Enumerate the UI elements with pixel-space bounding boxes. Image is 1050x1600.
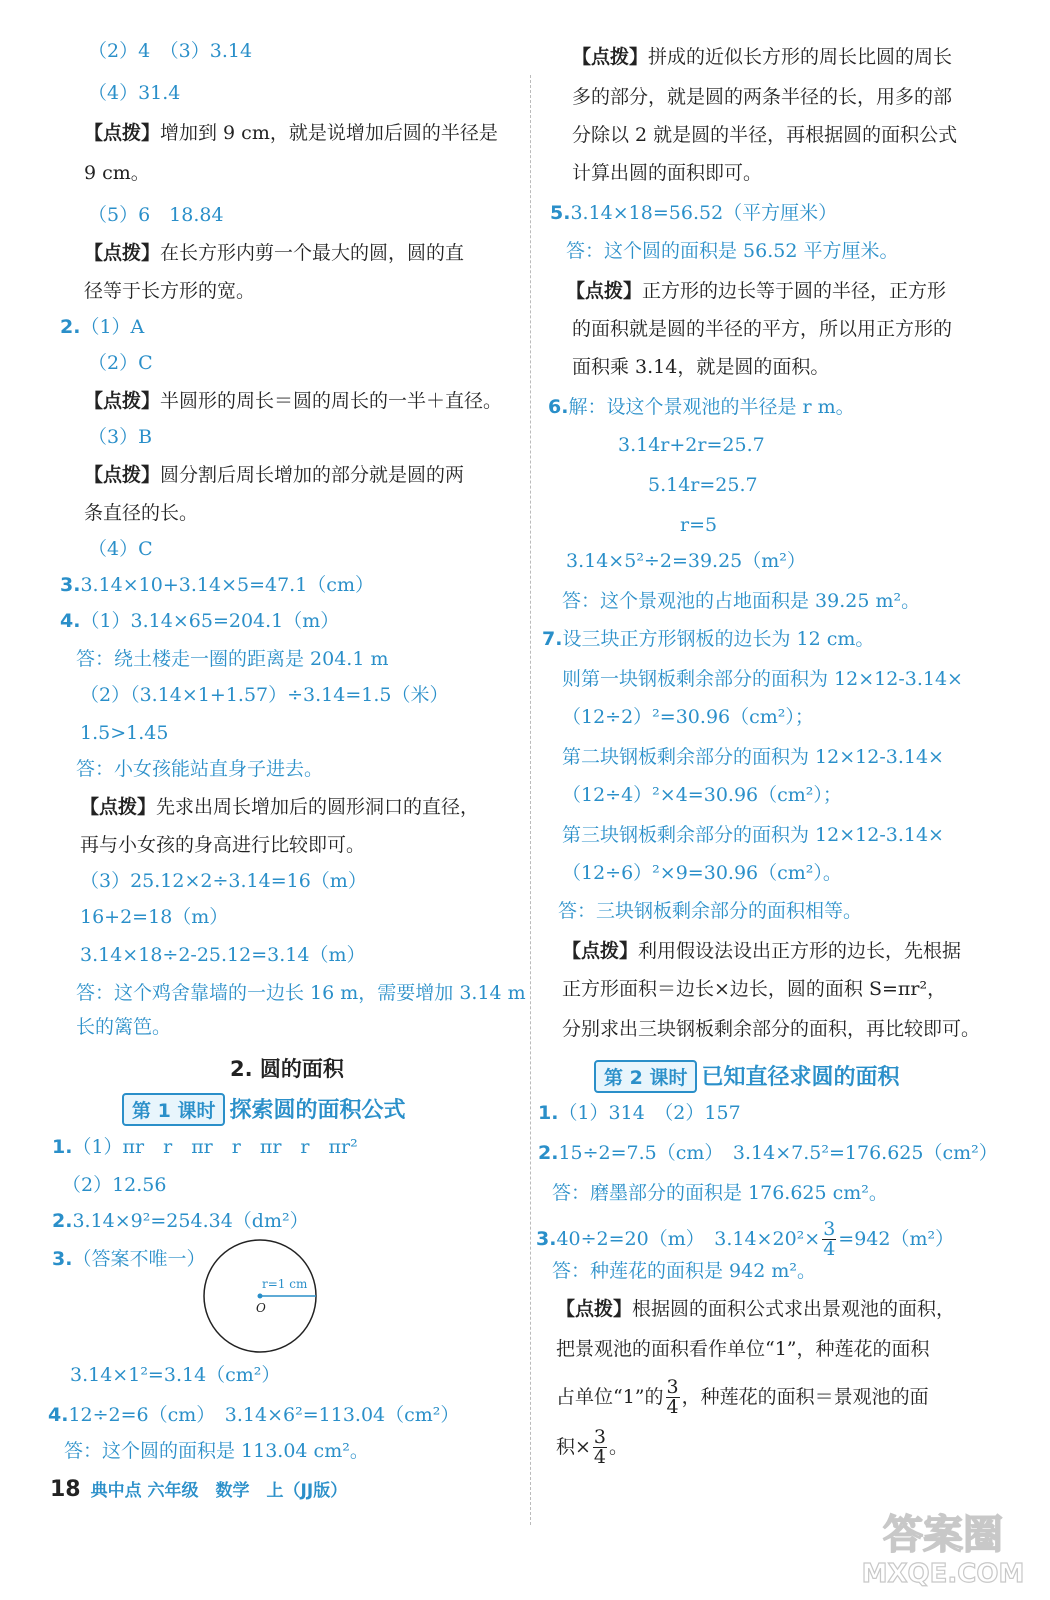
text-line [60, 316, 144, 339]
lesson-1-name: 探索圆的面积公式 [229, 1098, 406, 1123]
tip-label: 【点拨】 [572, 46, 649, 68]
line-text: 3.14×1²=3.14（cm²） [70, 1364, 281, 1386]
line-text: （1）πr r πr r πr r πr² [72, 1136, 358, 1158]
text-line [80, 944, 365, 967]
text-line [76, 758, 323, 781]
line-text: 圆分割后周长增加的部分就是圆的两 [160, 464, 465, 486]
line-text: 3.14×10+3.14×5=47.1（cm） [80, 574, 374, 596]
line-text: 答：三块钢板剩余部分的面积相等。 [558, 900, 863, 922]
tip-line [84, 390, 502, 413]
line-text: 把景观池的面积看作单位“1”，种莲花的面积 [556, 1338, 930, 1360]
line-text: （4）31.4 [88, 82, 181, 104]
text-line [572, 356, 829, 379]
text-line [572, 86, 952, 109]
line-text: 1.5>1.45 [80, 722, 169, 744]
line-text: 正方形的边长等于圆的半径，正方形 [642, 280, 947, 302]
line-text: r=5 [680, 514, 718, 536]
question-number: 5. [550, 202, 571, 224]
line-text: 半圆形的周长＝圆的周长的一半＋直径。 [160, 390, 503, 412]
text-line [88, 352, 153, 375]
text-line [562, 862, 842, 885]
text-line [76, 648, 389, 671]
text-line [88, 82, 180, 105]
line-text: 解：设这个景观池的半径是 r m。 [568, 396, 855, 418]
text-line [64, 1440, 369, 1463]
tip-label: 【点拨】 [556, 1298, 633, 1320]
text-line [52, 1136, 358, 1159]
fraction: $\frac{3}{4}$ [593, 1426, 607, 1468]
tip-label: 【点拨】 [84, 122, 161, 144]
question-number: 2. [52, 1210, 73, 1232]
line-text: （3）B [88, 426, 153, 448]
lesson-1-header [122, 1093, 405, 1126]
line-text: （2）4 （3）3.14 [88, 40, 253, 62]
line-text: 3.14×18=56.52（平方厘米） [570, 202, 838, 224]
text-line [48, 1404, 459, 1427]
text-line [80, 870, 367, 893]
lesson-2-badge: 第 2 课时 [594, 1060, 697, 1093]
text-line [62, 1174, 166, 1197]
line-text: 16+2=18（m） [80, 906, 229, 928]
tip-label: 【点拨】 [84, 242, 161, 264]
tip-label: 【点拨】 [562, 940, 639, 962]
text-line [618, 434, 765, 457]
line-text: 5.14r=25.7 [648, 474, 758, 496]
line-text: 径等于长方形的宽。 [84, 280, 256, 302]
line-text: 面积乘 3.14，就是圆的面积。 [572, 356, 830, 378]
line-text: 分别求出三块钢板剩余部分的面积，再比较即可。 [562, 1018, 981, 1040]
text-line [566, 550, 806, 573]
line-text: 答：绕土楼走一圈的距离是 204.1 m [76, 648, 389, 670]
text-line [88, 204, 224, 227]
line-text: 分除以 2 就是圆的半径，再根据圆的面积公式 [572, 124, 958, 146]
text-line [680, 514, 717, 537]
line-text: 多的部分，就是圆的两条半径的长，用多的部 [572, 86, 953, 108]
answer-3-line: 3.40÷2=20（m） 3.14×20²× $\frac{3}{4}$ =942（m²） [536, 1218, 955, 1260]
line-text: 设三块正方形钢板的边长为 12 cm。 [562, 628, 875, 650]
text-line [648, 474, 758, 497]
line-text: 答：这个鸡舍靠墙的一边长 16 m，需要增加 3.14 m [76, 982, 526, 1004]
text-line [88, 538, 153, 561]
line-text: 再与小女孩的身高进行比较即可。 [80, 834, 366, 856]
center-label: O [256, 1301, 266, 1315]
text-line [562, 746, 944, 769]
line-text: 在长方形内剪一个最大的圆，圆的直 [160, 242, 465, 264]
text-line [60, 574, 374, 597]
text-line [572, 162, 762, 185]
line-text: （1）A [80, 316, 145, 338]
tip-label: 【点拨】 [84, 464, 161, 486]
line-text: （答案不唯一） [72, 1248, 206, 1270]
tip-line-end: 积× $\frac{3}{4}$ 。 [556, 1426, 629, 1468]
line-text: 15÷2=7.5（cm） 3.14×7.5²=176.625（cm²） [558, 1142, 998, 1164]
tip-line [84, 242, 464, 265]
line-text: 的面积就是圆的半径的平方，所以用正方形的 [572, 318, 953, 340]
tip-label: 【点拨】 [80, 796, 157, 818]
line-text: 9 cm。 [84, 162, 150, 184]
lesson-2-header [594, 1060, 899, 1093]
question-number: 6. [548, 396, 569, 418]
text-line [76, 982, 526, 1005]
tip-label: 【点拨】 [566, 280, 643, 302]
text-line [562, 706, 814, 729]
line-text: （2）C [88, 352, 153, 374]
fraction: $\frac{3}{4}$ [666, 1376, 679, 1418]
line-text: 根据圆的面积公式求出景观池的面积， [632, 1298, 956, 1320]
line-text: 12÷2=6（cm） 3.14×6²=113.04（cm²） [68, 1404, 460, 1426]
line-text: 条直径的长。 [84, 502, 199, 524]
text-line [84, 162, 150, 185]
text-line [562, 824, 944, 847]
lesson-2-name: 已知直径求圆的面积 [701, 1065, 900, 1090]
lesson-1-badge: 第 1 课时 [122, 1093, 225, 1126]
tip-line [80, 796, 479, 819]
question-number: 4. [60, 610, 81, 632]
text-line [552, 1260, 816, 1283]
text-line [80, 906, 228, 929]
line-text: 答：这个景观池的占地面积是 39.25 m²。 [562, 590, 921, 612]
line-text: 长的篱笆。 [76, 1016, 172, 1038]
question-number: 7. [542, 628, 563, 650]
tip-line [556, 1298, 955, 1321]
question-number: 3. [60, 574, 81, 596]
tip-line-cont: 占单位“1”的 $\frac{3}{4}$ ，种莲花的面积＝景观池的面 [556, 1376, 929, 1418]
text-line [538, 1142, 998, 1165]
question-number: 3. [536, 1227, 557, 1250]
question-number: 1. [52, 1136, 73, 1158]
radius-label: r=1 cm [262, 1277, 308, 1291]
tip-line [572, 46, 952, 69]
column-divider [530, 75, 531, 1525]
tip-label: 【点拨】 [84, 390, 161, 412]
text-line [538, 1102, 741, 1125]
watermark-text: 答案圈 [883, 1512, 1003, 1558]
section-title: 2. 圆的面积 [230, 1057, 344, 1081]
question-number: 3. [52, 1248, 73, 1270]
text-line [542, 628, 874, 651]
text-line [80, 684, 449, 707]
text-line [566, 240, 898, 263]
page-number: 18 [50, 1477, 81, 1502]
text-line [562, 590, 920, 613]
line-text: 则第一块钢板剩余部分的面积为 12×12-3.14× [562, 668, 963, 690]
line-text: 计算出圆的面积即可。 [572, 162, 763, 184]
line-text: （2）（3.14×1+1.57）÷3.14=1.5（米） [80, 684, 449, 706]
line-text: （3）25.12×2÷3.14=16（m） [80, 870, 367, 892]
line-text: 增加到 9 cm，就是说增加后圆的半径是 [160, 122, 498, 144]
question-number: 1. [538, 1102, 559, 1124]
text-line [562, 784, 842, 807]
question-number: 2. [538, 1142, 559, 1164]
fraction: $\frac{3}{4}$ [823, 1218, 836, 1260]
text-line [80, 722, 168, 745]
text-line [88, 40, 252, 63]
line-text: （12÷4）²×4=30.96（cm²）； [562, 784, 842, 806]
text-line [88, 426, 152, 449]
text-line [52, 1210, 309, 1233]
text-line [52, 1248, 205, 1271]
watermark-url: MXQE.COM [861, 1559, 1025, 1589]
text-line [562, 668, 963, 691]
watermark-logo [848, 1500, 1038, 1590]
line-text: 正方形面积＝边长×边长，圆的面积 S=πr²， [562, 978, 947, 1000]
tip-line [566, 280, 946, 303]
line-text: （1）314 （2）157 [558, 1102, 741, 1124]
book-title: 典中点 六年级 数学 上（JJ版） [90, 1481, 348, 1501]
line-text: 答：种莲花的面积是 942 m²。 [552, 1260, 816, 1282]
text-line [76, 1016, 171, 1039]
line-text: 答：这个圆的面积是 56.52 平方厘米。 [566, 240, 899, 262]
line-text: 利用假设法设出正方形的边长，先根据 [638, 940, 962, 962]
text-line [556, 1338, 930, 1361]
line-text: （12÷6）²×9=30.96（cm²）。 [562, 862, 842, 884]
question-number: 2. [60, 316, 81, 338]
tip-line [84, 122, 498, 145]
line-text: 3.14×9²=254.34（dm²） [72, 1210, 309, 1232]
text-line [550, 202, 837, 225]
line-text: 第三块钢板剩余部分的面积为 12×12-3.14× [562, 824, 944, 846]
text-line [84, 280, 255, 303]
line-text: 答：小女孩能站直身子进去。 [76, 758, 324, 780]
line-text: 3.14r+2r=25.7 [618, 434, 765, 456]
circle-diagram [200, 1236, 320, 1356]
text-line [80, 834, 365, 857]
line-text: （2）12.56 [62, 1174, 167, 1196]
tip-line [562, 940, 961, 963]
line-text: （5）6 18.84 [88, 204, 224, 226]
line-text: （4）C [88, 538, 153, 560]
text-line [84, 502, 198, 525]
text-line [558, 900, 862, 923]
tip-line [84, 464, 464, 487]
text-line [70, 1364, 280, 1387]
text-line [562, 978, 946, 1001]
line-text: （1）3.14×65=204.1（m） [80, 610, 340, 632]
line-text: 拼成的近似长方形的周长比圆的周长 [648, 46, 953, 68]
line-text: 3.14×18÷2-25.12=3.14（m） [80, 944, 366, 966]
line-text: 3.14×5²÷2=39.25（m²） [566, 550, 806, 572]
text-line [572, 124, 957, 147]
line-text: （12÷2）²=30.96（cm²）； [562, 706, 814, 728]
text-line [60, 610, 339, 633]
question-number: 4. [48, 1404, 69, 1426]
text-line [552, 1182, 888, 1205]
line-text: 第二块钢板剩余部分的面积为 12×12-3.14× [562, 746, 944, 768]
text-line [548, 396, 855, 419]
line-text: 答：磨墨部分的面积是 176.625 cm²。 [552, 1182, 888, 1204]
text-line [562, 1018, 980, 1041]
line-text: 先求出周长增加后的圆形洞口的直径， [156, 796, 480, 818]
page-footer [50, 1476, 347, 1502]
line-text: 答：这个圆的面积是 113.04 cm²。 [64, 1440, 369, 1462]
text-line [572, 318, 952, 341]
